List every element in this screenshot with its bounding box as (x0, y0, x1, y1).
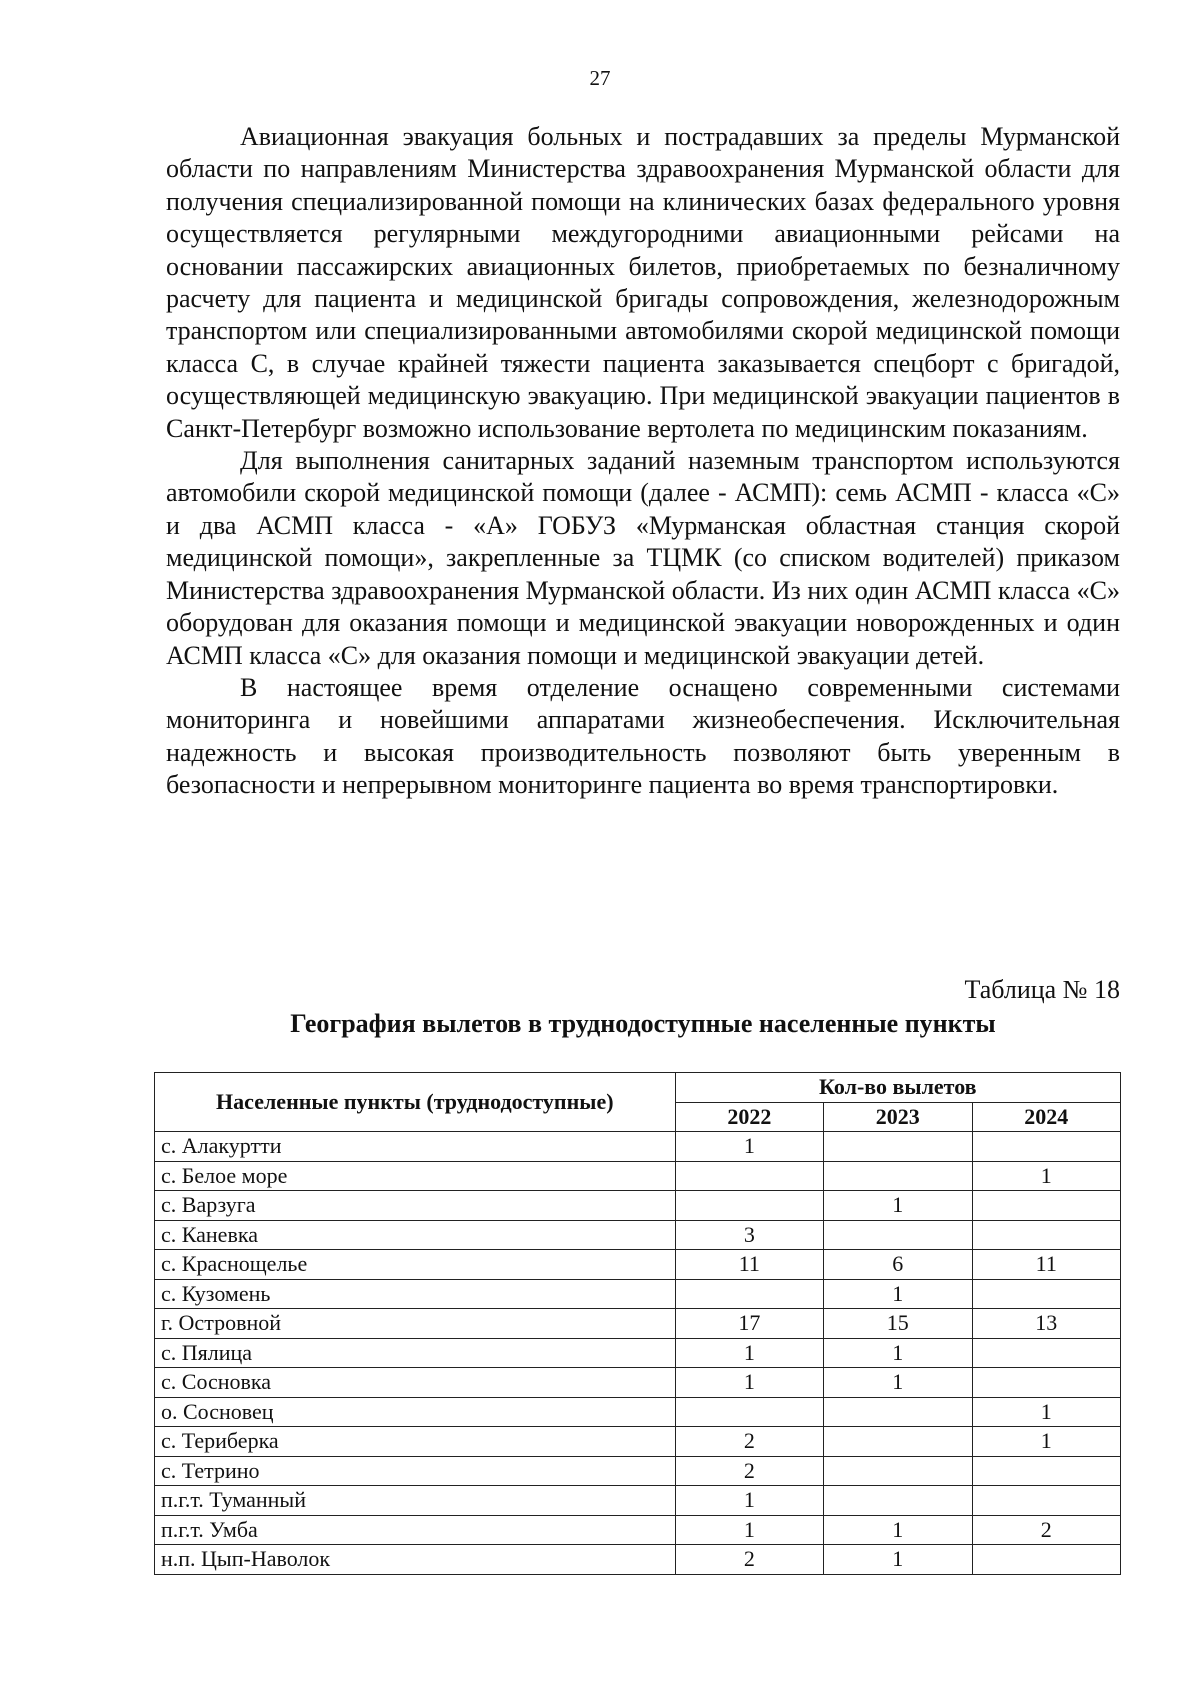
cell-count-2023 (824, 1220, 972, 1250)
cell-count-2022: 11 (675, 1250, 823, 1280)
table-row (155, 1515, 1121, 1545)
paragraph: Для выполнения санитарных заданий наземным транспортом используются автомобили скорой медицинской помощи (далее - АСМП): семь АСМП - класса «С» и два АСМП класса - «А» ГОБУЗ «Мурманская областная станция скорой медицинской помощи», закрепленные за ТЦМК (со списком водителей) приказом Министерства здравоохранения Мурманской области. Из них один АСМП класса «С» оборудован для оказания помощи и медицинской эвакуации новорожденных и один АСМП класса «С» для оказания помощи и медицинской эвакуации детей. (166, 446, 1120, 670)
cell-count-2023: 1 (824, 1279, 972, 1309)
header-year: 2023 (824, 1102, 972, 1132)
cell-count-2022: 3 (675, 1220, 823, 1250)
table-caption: Таблица № 18 (964, 975, 1120, 1004)
table-row (155, 1338, 1121, 1368)
cell-count-2022 (675, 1161, 823, 1191)
cell-count-2024 (972, 1368, 1121, 1398)
table-row (155, 1486, 1121, 1516)
cell-place: с. Краснощелье (155, 1250, 676, 1280)
cell-count-2023: 1 (824, 1515, 972, 1545)
cell-count-2024: 1 (972, 1397, 1121, 1427)
cell-count-2023: 1 (824, 1191, 972, 1221)
cell-count-2024 (972, 1220, 1121, 1250)
table-row (155, 1250, 1121, 1280)
cell-place: о. Сосновец (155, 1397, 676, 1427)
table-row (155, 1309, 1121, 1339)
cell-count-2023 (824, 1486, 972, 1516)
paragraph: Авиационная эвакуация больных и пострадавших за пределы Мурманской области по направлениям Министерства здравоохранения Мурманской области для получения специализированной помощи на клинических базах федерального уровня осуществляется регулярными междугородними авиационными рейсами на основании пассажирских авиационных билетов, приобретаемых по безналичному расчету для пациента и медицинской бригады сопровождения, железнодорожным транспортом или специализированными автомобилями скорой медицинской помощи класса С, в случае крайней тяжести пациента заказывается спецборт с бригадой, осуществляющей медицинскую эвакуацию. При медицинской эвакуации пациентов в Санкт-Петербург возможно использование вертолета по медицинским показаниям. (166, 122, 1120, 443)
cell-place: п.г.т. Умба (155, 1515, 676, 1545)
cell-place: с. Варзуга (155, 1191, 676, 1221)
cell-count-2024 (972, 1132, 1121, 1162)
cell-count-2023 (824, 1427, 972, 1457)
cell-place: п.г.т. Туманный (155, 1486, 676, 1516)
cell-place: с. Сосновка (155, 1368, 676, 1398)
header-row (155, 1073, 1121, 1103)
cell-count-2023: 15 (824, 1309, 972, 1339)
cell-count-2022: 1 (675, 1368, 823, 1398)
cell-place: с. Белое море (155, 1161, 676, 1191)
cell-count-2024 (972, 1545, 1121, 1575)
cell-place: с. Каневка (155, 1220, 676, 1250)
cell-place: с. Териберка (155, 1427, 676, 1457)
table-header (155, 1073, 1121, 1132)
cell-count-2024: 1 (972, 1161, 1121, 1191)
cell-count-2023: 1 (824, 1545, 972, 1575)
table-row (155, 1279, 1121, 1309)
cell-count-2022: 1 (675, 1486, 823, 1516)
cell-count-2023: 1 (824, 1368, 972, 1398)
flights-table (154, 1072, 1121, 1575)
cell-count-2023 (824, 1456, 972, 1486)
cell-place: г. Островной (155, 1309, 676, 1339)
header-year: 2022 (675, 1102, 823, 1132)
cell-count-2022: 1 (675, 1132, 823, 1162)
cell-count-2024 (972, 1191, 1121, 1221)
cell-count-2023 (824, 1397, 972, 1427)
cell-count-2023 (824, 1132, 972, 1162)
cell-count-2022: 17 (675, 1309, 823, 1339)
header-flights: Кол-во вылетов (675, 1073, 1120, 1103)
paragraph: В настоящее время отделение оснащено современными системами мониторинга и новейшими аппаратами жизнеобеспечения. Исключительная надежность и высокая производительность позволяют быть уверенным в безопасности и непрерывном мониторинге пациента во время транспортировки. (166, 672, 1120, 800)
table-body (155, 1132, 1121, 1575)
cell-count-2023: 1 (824, 1338, 972, 1368)
cell-count-2022: 1 (675, 1515, 823, 1545)
cell-count-2022 (675, 1397, 823, 1427)
cell-place: н.п. Цып-Наволок (155, 1545, 676, 1575)
cell-count-2022: 1 (675, 1338, 823, 1368)
cell-count-2024 (972, 1486, 1121, 1516)
cell-count-2024: 11 (972, 1250, 1121, 1280)
cell-count-2022 (675, 1191, 823, 1221)
table-row (155, 1368, 1121, 1398)
cell-count-2024: 13 (972, 1309, 1121, 1339)
cell-count-2023: 6 (824, 1250, 972, 1280)
table-row (155, 1545, 1121, 1575)
cell-count-2024 (972, 1456, 1121, 1486)
cell-count-2024 (972, 1279, 1121, 1309)
cell-count-2024: 1 (972, 1427, 1121, 1457)
table-row (155, 1132, 1121, 1162)
cell-count-2022: 2 (675, 1545, 823, 1575)
table-row (155, 1427, 1121, 1457)
cell-count-2022: 2 (675, 1456, 823, 1486)
header-places: Населенные пункты (труднодоступные) (155, 1073, 676, 1132)
table-title: География вылетов в труднодоступные населенные пункты (290, 1009, 996, 1038)
cell-count-2022: 2 (675, 1427, 823, 1457)
cell-place: с. Кузомень (155, 1279, 676, 1309)
header-year: 2024 (972, 1102, 1121, 1132)
cell-place: с. Алакуртти (155, 1132, 676, 1162)
table-row (155, 1191, 1121, 1221)
cell-count-2024 (972, 1338, 1121, 1368)
table-row (155, 1161, 1121, 1191)
cell-place: с. Пялица (155, 1338, 676, 1368)
cell-count-2024: 2 (972, 1515, 1121, 1545)
table-row (155, 1397, 1121, 1427)
table-row (155, 1456, 1121, 1486)
body-text (166, 121, 1120, 802)
cell-count-2022 (675, 1279, 823, 1309)
table-row (155, 1220, 1121, 1250)
page-number: 27 (589, 66, 611, 90)
cell-place: с. Тетрино (155, 1456, 676, 1486)
cell-count-2023 (824, 1161, 972, 1191)
